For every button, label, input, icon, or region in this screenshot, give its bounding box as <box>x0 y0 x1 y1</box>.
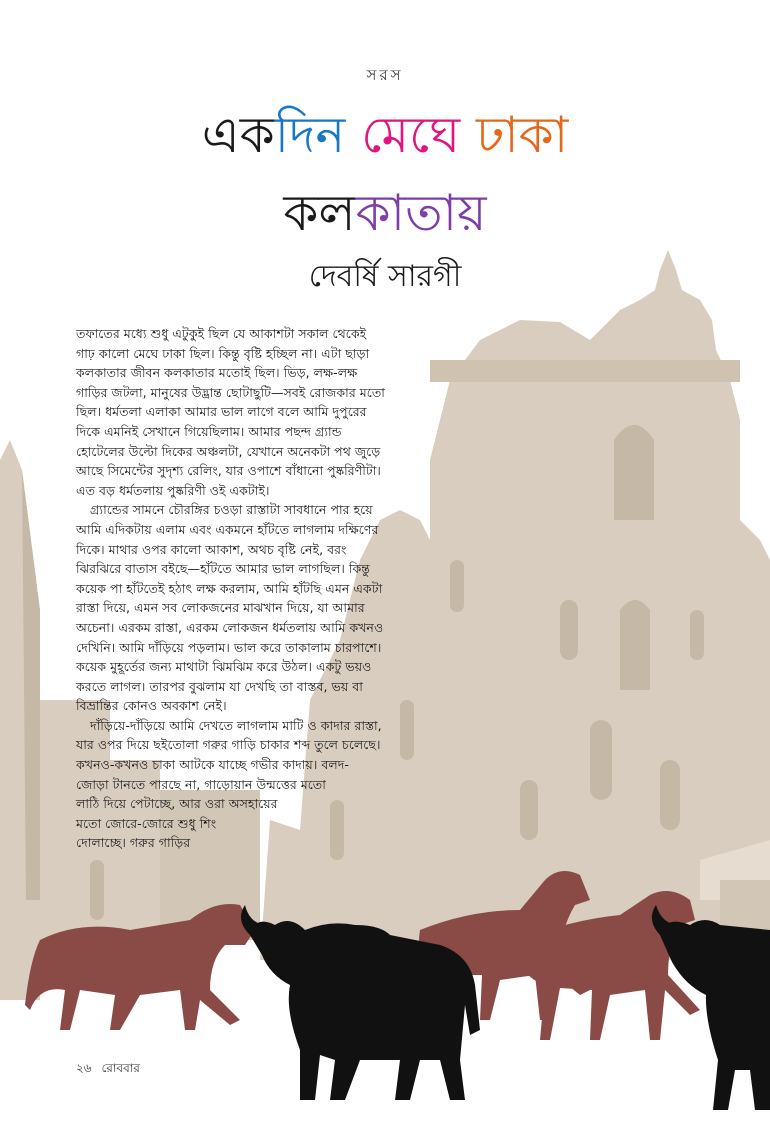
body-paragraph: তফাতের মধ্যে শুধু এটুকুই ছিল যে আকাশটা সকাল থেকেই গাঢ় কালো মেঘে ঢাকা ছিল। কিন্তু বৃষ্টি হচ্ছিল না। এটা ছাড়া কলকাতার জীবন কলকাতার মতোই ছিল। ভিড়, লক্ষ-লক্ষ গাড়ির জটলা, মানুষের উদ্ভ্রান্ত ছোটাছুটি—সবই রোজকার মতো ছিল। ধর্মতলা এলাকা আমার ভাল লাগে বলে আমি দুপুরের দিকে এমনিই সেখানে গিয়েছিলাম। আমার পছন্দ গ্র্যান্ড হোটেলের উল্টো দিকের অঞ্চলটা, যেখানে অনেকটা পথ জুড়ে আছে সিমেন্টের সুদৃশ্য রেলিং, যার ওপাশে বাঁধানো পুষ্করিণীটা। এত বড় ধর্মতলায় পুষ্করিণী ওই একটাই। <box>76 326 385 498</box>
domed-building <box>430 250 770 960</box>
page-folio <box>76 1060 140 1080</box>
page-number: ২৬ <box>76 1061 92 1075</box>
article-title <box>0 96 770 252</box>
title-word: এক <box>201 106 275 164</box>
title-word: মেঘে <box>361 106 461 164</box>
article-body <box>76 324 416 853</box>
author-byline: দেবর্ষি সারগী <box>308 259 462 294</box>
section-label: সরস <box>366 66 404 84</box>
title-word: ঢাকা <box>476 106 569 164</box>
tower-window-lower <box>620 600 650 690</box>
window-3 <box>690 610 704 660</box>
title-space <box>460 106 476 164</box>
title-space <box>345 106 361 164</box>
title-line-2 <box>0 174 770 252</box>
window-2 <box>450 560 464 612</box>
window-5 <box>520 780 538 840</box>
body-paragraph: গ্র্যান্ডের সামনে চৌরঙ্গির চওড়া রাস্তাটা সাবধানে পার হয়ে আমি এদিকটায় এলাম এবং একমনে হাঁটতে লাগলাম দক্ষিণের দিকে। মাথার ওপর কালো আকাশ, অথচ বৃষ্টি নেই, বরং ঝিরঝিরে বাতাস বইছে—হাঁটতে আমার ভাল লাগছিল। কিন্তু কয়েক পা হাঁটতেই হঠাৎ লক্ষ করলাম, আমি হাঁটছি এমন একটা রাস্তা দিয়ে, এমন সব লোকজনের মাঝখান দিয়ে, যা আমার অচেনা। এরকম রাস্তা, এরকম লোকজন ধর্মতলায় আমি কখনও দেখিনি। আমি দাঁড়িয়ে পড়লাম। ভাল করে তাকালাম চারপাশে। কয়েক মুহূর্তের জন্য মাথাটা ঝিমঝিম করে উঠল। একটু ভয়ও করতে লাগল। তারপর বুঝলাম যা দেখছি তা বাস্তব, ভয় বা বিভ্রান্তির কোনও অবকাশ নেই। <box>76 502 384 714</box>
title-word: কাতায় <box>355 184 487 242</box>
bull-right <box>660 920 770 1110</box>
building-band <box>430 360 740 382</box>
window-4 <box>590 720 612 800</box>
window-6 <box>660 760 680 830</box>
bull-center <box>250 921 480 1100</box>
clock-tower-window <box>614 425 654 520</box>
title-line-1 <box>0 96 770 174</box>
window-1 <box>560 600 578 660</box>
title-word: কল <box>283 184 356 242</box>
body-paragraph: দাঁড়িয়ে-দাঁড়িয়ে আমি দেখতে লাগলাম মাটি ও কাদার রাস্তা, যার ওপর দিয়ে ছইতোলা গরুর গাড়ি চাকার শব্দ তুলে চলেছে। কখনও-কখনও চাকা আটকে যাচ্ছে গভীর কাদায়। বলদ- জোড়া টানতে পারছে না, গাড়োয়ান উন্মত্তের মতো লাঠি দিয়ে পেটাচ্ছে, আর ওরা অসহায়ের মতো জোরে-জোরে শুধু শিং দোলাচ্ছে। গরুর গাড়ির <box>76 717 382 851</box>
title-word: দিন <box>274 106 346 164</box>
magazine-name: রোববার <box>101 1061 140 1075</box>
window-9 <box>90 860 104 920</box>
